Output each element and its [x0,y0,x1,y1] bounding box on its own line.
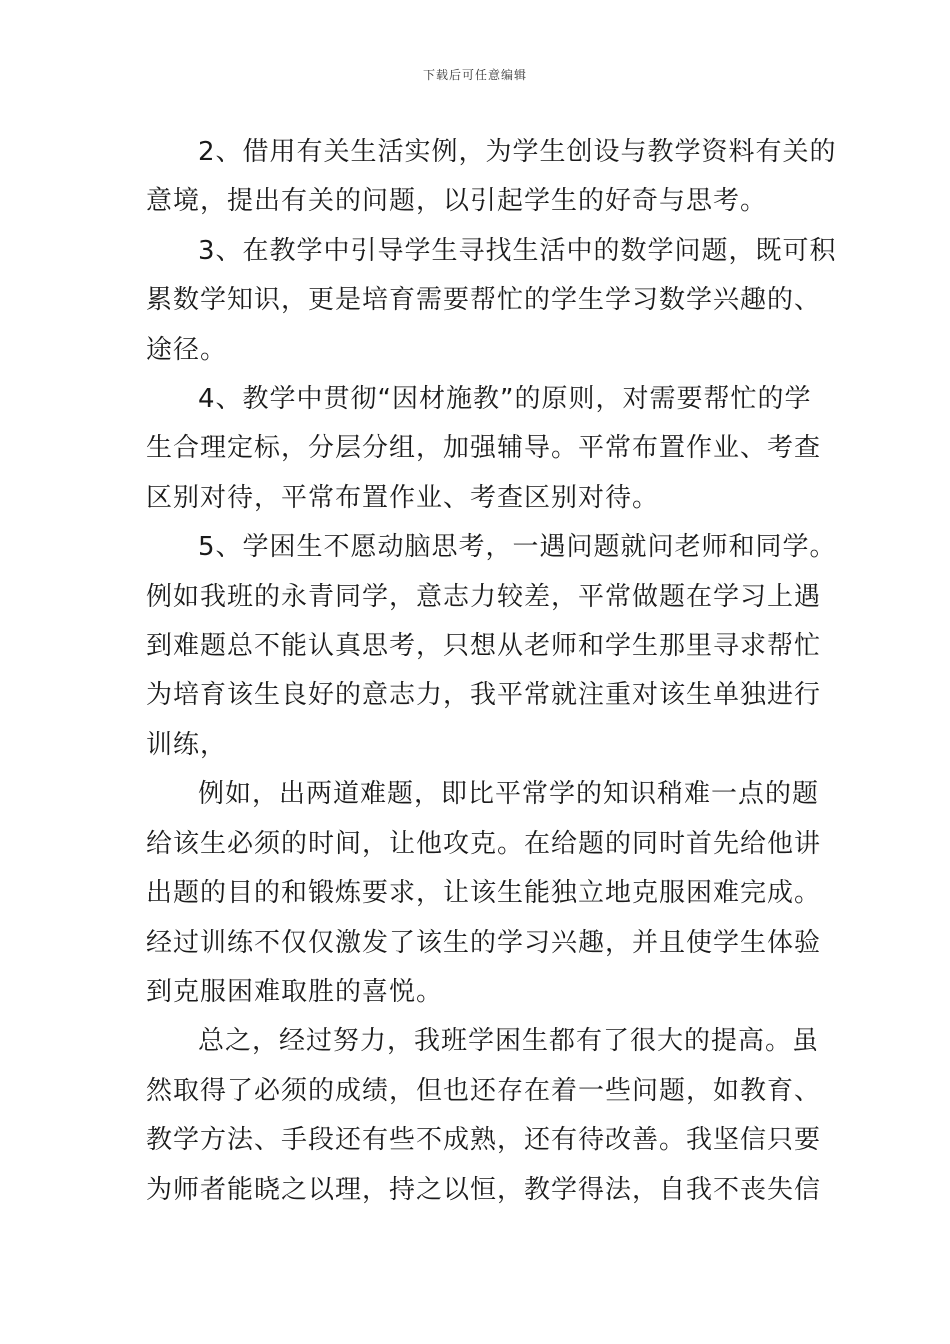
text-line: 经过训练不仅仅激发了该生的学习兴趣，并且使学生体验 [146,927,822,958]
text-line: 例如，出两道难题，即比平常学的知识稍难一点的题 [198,779,820,810]
text-line: 例如我班的永青同学，意志力较差，平常做题在学习上遇 [146,581,822,612]
text-line: 意境，提出有关的问题，以引起学生的好奇与思考。 [146,186,768,217]
text-line: 区别对待，平常布置作业、考查区别对待。 [146,482,660,513]
text-line: 4、教学中贯彻“因材施教”的原则，对需要帮忙的学 [198,384,812,415]
document-body [146,128,837,1215]
text-line: 为培育该生良好的意志力，我平常就注重对该生单独进行 [146,680,822,711]
text-line: 生合理定标，分层分组，加强辅导。平常布置作业、考查 [146,433,822,464]
text-line: 2、借用有关生活实例，为学生创设与教学资料有关的 [198,137,837,167]
text-line: 出题的目的和锻炼要求，让该生能独立地克服困难完成。 [146,878,822,909]
paragraph [146,523,837,770]
paragraph [146,1017,822,1215]
text-line: 然取得了必须的成绩，但也还存在着一些问题，如教育、 [146,1075,822,1106]
text-line: 5、学困生不愿动脑思考，一遇问题就问老师和同学。 [198,532,837,563]
text-line: 总之，经过努力，我班学困生都有了很大的提高。虽 [198,1026,820,1057]
text-line: 到克服困难取胜的喜悦。 [146,976,444,1007]
text-line: 教学方法、手段还有些不成熟，还有待改善。我坚信只要 [146,1125,822,1156]
text-line: 给该生必须的时间，让他攻克。在给题的同时首先给他讲 [146,828,822,859]
text-line: 训练， [146,729,228,760]
text-line: 为师者能晓之以理，持之以恒，教学得法，自我不丧失信 [146,1174,822,1205]
paragraph [146,128,837,227]
text-line: 途径。 [146,334,228,365]
text-line: 3、在教学中引导学生寻找生活中的数学问题，既可积 [198,235,837,266]
paragraph [146,227,837,375]
text-line: 到难题总不能认真思考，只想从老师和学生那里寻求帮忙 [146,631,822,662]
header-note: 下载后可任意编辑 [422,68,527,82]
text-line: 累数学知识，更是培育需要帮忙的学生学习数学兴趣的、 [146,285,822,316]
paragraph [146,770,822,1017]
paragraph [146,375,822,523]
